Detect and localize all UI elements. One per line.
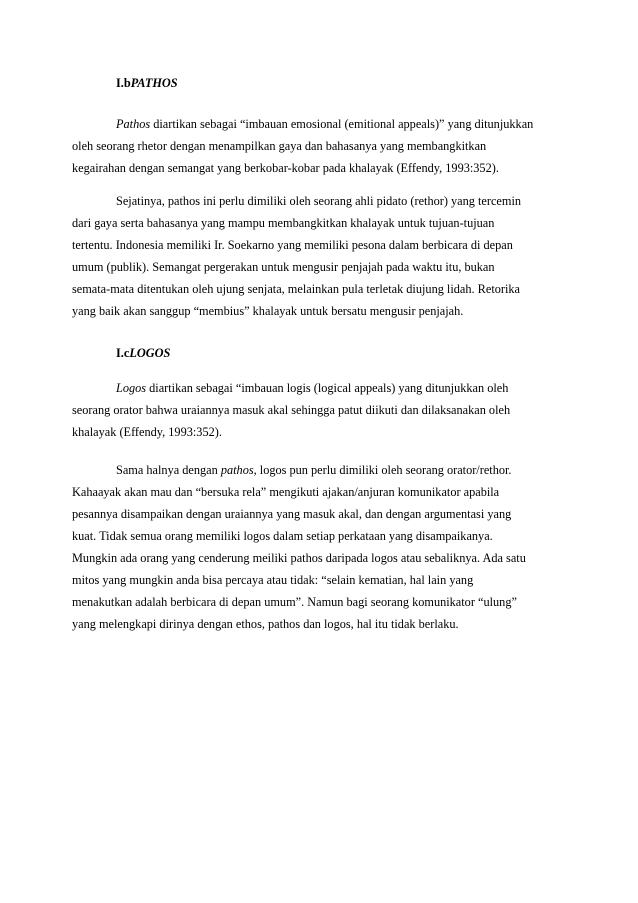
paragraph-line xyxy=(116,462,512,478)
heading-number: I.b xyxy=(116,76,131,90)
paragraph-line xyxy=(116,380,508,396)
paragraph-line: seorang orator bahwa uraiannya masuk akal sehingga patut diikuti dan dilaksanakan oleh xyxy=(72,403,511,417)
paragraph-line: kuat. Tidak semua orang memiliki logos dalam setiap perkataan yang disampaikanya. xyxy=(72,529,493,543)
italic-term: Logos xyxy=(116,381,147,395)
heading-number: I.c xyxy=(116,346,130,360)
paragraph-line: pesannya disampaikan dengan uraiannya yang masuk akal, dan dengan argumentasi yang xyxy=(72,507,512,521)
heading-title: LOGOS xyxy=(129,346,171,360)
paragraph-line: dari gaya serta bahasanya yang mampu membangkitkan khalayak untuk tujuan-tujuan xyxy=(72,216,495,230)
paragraph-line: menakutkan adalah berbicara di depan umum”. Namun bagi seorang komunikator “ulung” xyxy=(72,595,517,609)
line-text: diartikan sebagai “imbauan logis (logical appeals) yang ditunjukkan oleh xyxy=(146,381,509,395)
paragraph-line: yang baik akan sanggup “membius” khalayak untuk bersatu mengusir penjajah. xyxy=(72,304,464,318)
paragraph-line: yang melengkapi dirinya dengan ethos, pathos dan logos, hal itu tidak berlaku. xyxy=(72,617,459,631)
paragraph-line: kegairahan dengan semangat yang berkobar-kobar pada khalayak (Effendy, 1993:352). xyxy=(72,161,499,175)
paragraph-line: Sejatinya, pathos ini perlu dimiliki oleh seorang ahli pidato (rethor) yang tercemin xyxy=(116,194,522,208)
paragraph-line: umum (publik). Semangat pergerakan untuk mengusir penjajah pada waktu itu, bukan xyxy=(72,260,495,274)
paragraph-line: mitos yang mungkin anda bisa percaya atau tidak: “selain kematian, hal lain yang xyxy=(72,573,474,587)
paragraph-line: tertentu. Indonesia memiliki Ir. Soekarno yang memiliki pesona dalam berbicara di depan xyxy=(72,238,513,252)
italic-term: Pathos xyxy=(116,117,151,131)
section-heading-pathos xyxy=(116,75,178,91)
heading-title: PATHOS xyxy=(130,76,178,90)
paragraph-line xyxy=(116,116,533,132)
paragraph-line: khalayak (Effendy, 1993:352). xyxy=(72,425,222,439)
paragraph-line: oleh seorang rhetor dengan menampilkan gaya dan bahasanya yang membangkitkan xyxy=(72,139,487,153)
italic-term: pathos xyxy=(220,463,254,477)
paragraph-line: Kahaayak akan mau dan “bersuka rela” mengikuti ajakan/anjuran komunikator apabila xyxy=(72,485,500,499)
paragraph-line: Mungkin ada orang yang cenderung meiliki pathos daripada logos atau sebaliknya. Ada satu xyxy=(72,551,526,565)
line-text: , logos pun perlu dimiliki oleh seorang orator/rethor. xyxy=(253,463,512,477)
line-text: Sama halnya dengan xyxy=(116,463,221,477)
paragraph-line: semata-mata ditentukan oleh ujung senjata, melainkan pula terletak diujung lidah. Retorika xyxy=(72,282,521,296)
line-text: diartikan sebagai “imbauan emosional (emitional appeals)” yang ditunjukkan xyxy=(150,117,534,131)
section-heading-logos xyxy=(116,345,170,361)
